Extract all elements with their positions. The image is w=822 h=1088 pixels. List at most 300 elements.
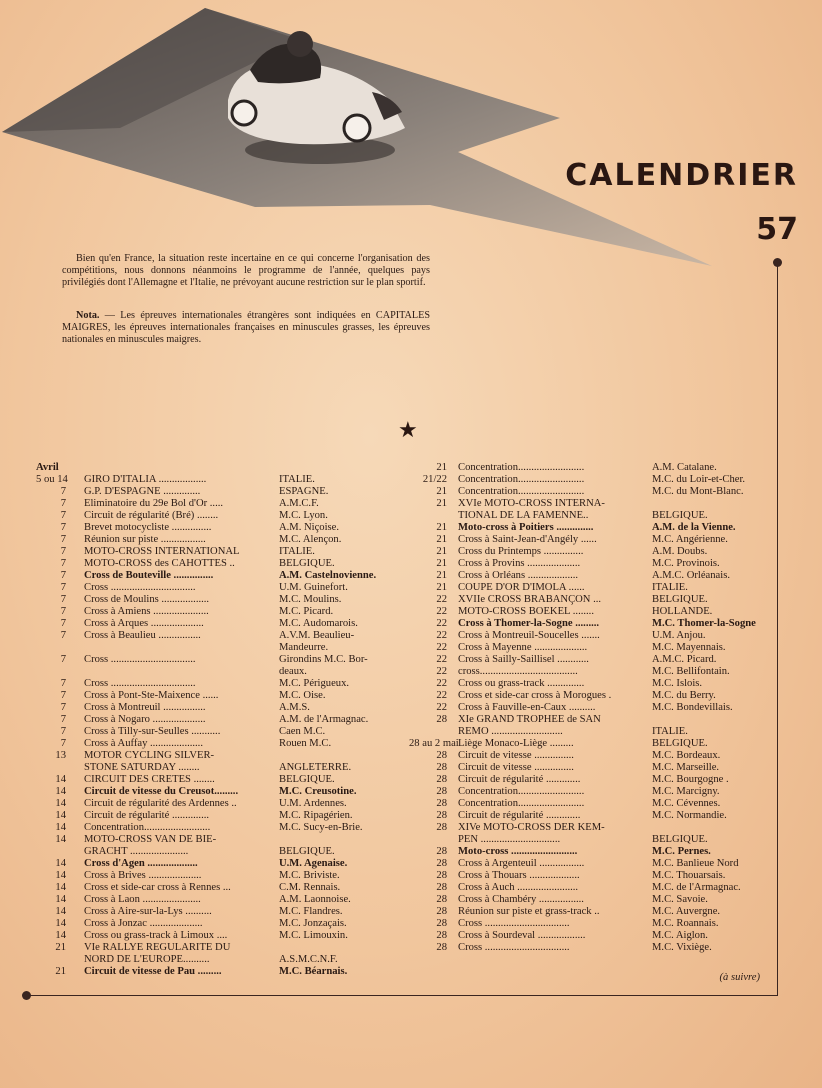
entry-organizer: M.C. Mayennais. [652, 642, 726, 653]
entry-event: Circuit de vitesse du Creusot......... [84, 786, 239, 797]
entry-date: 28 [436, 858, 447, 869]
entry-date: 22 [436, 606, 447, 617]
entry-event: TIONAL DE LA FAMENNE.. [458, 510, 589, 521]
entry-organizer: M.C. Limouxin. [279, 930, 348, 941]
entry-event: Cross à Provins .................... [458, 558, 581, 569]
entry-organizer: Rouen M.C. [279, 738, 332, 749]
entry-organizer: M.C. du Berry. [652, 690, 716, 701]
calendar-entry [36, 966, 408, 978]
calendar-entry [36, 714, 408, 726]
calendar-entry [36, 774, 408, 786]
calendar-entry [36, 942, 408, 954]
entry-date: 21 [55, 966, 66, 977]
calendar-entry [36, 918, 408, 930]
entry-date: 7 [60, 486, 66, 497]
calendar-entry [36, 930, 408, 942]
calendar-entry [409, 846, 775, 858]
entry-date: 28 [436, 750, 447, 761]
entry-event: G.P. D'ESPAGNE .............. [84, 486, 201, 497]
nota-label: Nota. [76, 310, 100, 321]
calendar-entry [409, 906, 775, 918]
entry-event: Cross à Orléans ................... [458, 570, 579, 581]
entry-date: 28 [436, 810, 447, 821]
calendar-entry [409, 546, 775, 558]
entry-event: GIRO D'ITALIA .................. [84, 474, 207, 485]
entry-event: XIVe MOTO-CROSS DER KEM- [458, 822, 605, 833]
entry-event: Cross à Brives .................... [84, 870, 202, 881]
entry-organizer: BELGIQUE. [652, 738, 708, 749]
entry-event: Concentration......................... [84, 822, 211, 833]
entry-event: Circuit de vitesse ............... [458, 750, 574, 761]
entry-organizer: M.C. Islois. [652, 678, 703, 689]
calendar-entry [36, 666, 408, 678]
calendar-entry [36, 762, 408, 774]
calendar-entry [409, 942, 775, 954]
calendar-entry [36, 810, 408, 822]
entry-organizer: M.C. Oise. [279, 690, 326, 701]
entry-date: 14 [55, 834, 66, 845]
calendar-entry [36, 726, 408, 738]
entry-organizer: A.M.S. [279, 702, 310, 713]
entry-organizer: ITALIE. [279, 474, 315, 485]
calendar-entry [36, 750, 408, 762]
calendar-column-right [409, 462, 775, 954]
entry-organizer: M.C. Roannais. [652, 918, 719, 929]
calendar-entry [36, 882, 408, 894]
entry-date: 7 [60, 606, 66, 617]
month-label: Avril [36, 462, 59, 473]
calendar-entry [409, 822, 775, 834]
entry-date: 13 [55, 750, 66, 761]
entry-event: Cross ................................ [84, 654, 196, 665]
entry-date: 28 [436, 774, 447, 785]
entry-event: CIRCUIT DES CRETES ........ [84, 774, 215, 785]
entry-date: 7 [60, 690, 66, 701]
calendar-entry [409, 690, 775, 702]
entry-date: 14 [55, 786, 66, 797]
entry-date: 22 [436, 594, 447, 605]
entry-organizer: A.M. Laonnoise. [279, 894, 351, 905]
calendar-entry [36, 894, 408, 906]
entry-date: 21 [436, 498, 447, 509]
entry-organizer: M.C. Marcigny. [652, 786, 720, 797]
entry-event: Cross à Argenteuil ................. [458, 858, 585, 869]
calendar-entry [409, 486, 775, 498]
entry-organizer: M.C. Béarnais. [279, 966, 348, 977]
entry-date: 21 [436, 582, 447, 593]
entry-date: 7 [60, 738, 66, 749]
entry-organizer: A.M.C. Orléanais. [652, 570, 730, 581]
entry-organizer: BELGIQUE. [279, 774, 335, 785]
entry-organizer: HOLLANDE. [652, 606, 713, 617]
calendar-entry [409, 534, 775, 546]
entry-organizer: M.C. Banlieue Nord [652, 858, 739, 869]
entry-organizer: BELGIQUE. [652, 594, 708, 605]
calendar-entry [36, 834, 408, 846]
entry-event: Concentration......................... [458, 786, 585, 797]
calendar-entry [409, 522, 775, 534]
entry-event: Réunion sur piste ................. [84, 534, 206, 545]
entry-event: Cross ................................ [84, 678, 196, 689]
entry-organizer: A.M. Catalane. [652, 462, 717, 473]
calendar-entry [36, 870, 408, 882]
entry-event: Cross ................................ [84, 582, 196, 593]
entry-organizer: M.C. Creusotine. [279, 786, 357, 797]
calendar-entry [36, 510, 408, 522]
nota-paragraph [62, 310, 430, 346]
calendar-entry [409, 642, 775, 654]
calendar-entry [36, 618, 408, 630]
entry-date: 14 [55, 870, 66, 881]
entry-event: COUPE D'OR D'IMOLA ...... [458, 582, 585, 593]
entry-organizer: A.M. de la Vienne. [652, 522, 736, 533]
entry-event: Cross à Auch ....................... [458, 882, 579, 893]
calendar-entry [36, 558, 408, 570]
entry-event: Cross et side-car cross à Morogues . [458, 690, 612, 701]
entry-date: 21 [55, 942, 66, 953]
calendar-entry [36, 582, 408, 594]
calendar-entry [36, 954, 408, 966]
entry-organizer: M.C. Bordeaux. [652, 750, 721, 761]
calendar-entry [409, 498, 775, 510]
entry-organizer: Caen M.C. [279, 726, 326, 737]
entry-organizer: BELGIQUE. [279, 558, 335, 569]
entry-date: 28 [436, 918, 447, 929]
calendar-entry [409, 882, 775, 894]
entry-event: Réunion sur piste et grass-track .. [458, 906, 600, 917]
entry-date: 7 [60, 618, 66, 629]
entry-date: 28 [436, 714, 447, 725]
entry-date: 14 [55, 798, 66, 809]
entry-organizer: M.C. Normandie. [652, 810, 727, 821]
entry-event: MOTO-CROSS des CAHOTTES .. [84, 558, 235, 569]
calendar-entry [409, 606, 775, 618]
entry-organizer: ANGLETERRE. [279, 762, 352, 773]
entry-organizer: M.C. Savoie. [652, 894, 708, 905]
entry-date: 28 [436, 762, 447, 773]
calendar-entry [409, 918, 775, 930]
entry-event: Cross à Montreuil ................ [84, 702, 206, 713]
calendar-entry [409, 834, 775, 846]
entry-organizer: M.C. Bellifontain. [652, 666, 730, 677]
entry-date: 22 [436, 630, 447, 641]
entry-date: 22 [436, 678, 447, 689]
entry-date: 28 [436, 846, 447, 857]
entry-organizer: M.C. Bondevillais. [652, 702, 733, 713]
entry-event: NORD DE L'EUROPE.......... [84, 954, 210, 965]
calendar-entry [409, 858, 775, 870]
entry-event: Cross ou grass-track .............. [458, 678, 585, 689]
entry-event: Concentration......................... [458, 474, 585, 485]
entry-event: Liège Monaco-Liège ......... [458, 738, 574, 749]
entry-organizer: M.C. Picard. [279, 606, 334, 617]
entry-organizer: M.C. Aiglon. [652, 930, 708, 941]
entry-date: 14 [55, 918, 66, 929]
header-banner-photo [0, 0, 822, 290]
entry-date: 21 [436, 558, 447, 569]
entry-event: Cross à Sourdeval .................. [458, 930, 586, 941]
entry-date: 7 [60, 702, 66, 713]
entry-event: Cross à Chambéry ................. [458, 894, 584, 905]
entry-event: Cross à Montreuil-Soucelles ....... [458, 630, 600, 641]
entry-organizer: U.M. Guinefort. [279, 582, 348, 593]
calendar-entry [409, 870, 775, 882]
entry-event: Cross à Nogaro .................... [84, 714, 206, 725]
entry-organizer: A.V.M. Beaulieu- [279, 630, 355, 641]
entry-event: Circuit de régularité ............. [458, 774, 581, 785]
entry-date: 7 [60, 594, 66, 605]
entry-date: 28 [436, 798, 447, 809]
entry-date: 7 [60, 510, 66, 521]
entry-date: 21 [436, 462, 447, 473]
entry-date: 7 [60, 558, 66, 569]
entry-date: 14 [55, 894, 66, 905]
entry-date: 7 [60, 714, 66, 725]
calendar-entry [409, 618, 775, 630]
entry-date: 22 [436, 642, 447, 653]
calendar-entry [36, 678, 408, 690]
entry-event: Moto-cross ......................... [458, 846, 578, 857]
calendar-entry [409, 666, 775, 678]
calendar-entry [409, 714, 775, 726]
entry-event: Cross d'Agen ................... [84, 858, 198, 869]
entry-event: Cross à Sailly-Saillisel ............ [458, 654, 589, 665]
entry-organizer: ITALIE. [279, 546, 315, 557]
calendar-entry [36, 690, 408, 702]
entry-date: 21 [436, 546, 447, 557]
nota-text: — Les épreuves internationales étrangères sont indiquées en CAPITALES MAIGRES, les épreuves internationales françaises en minuscules grasses, les épreuves nationales en minuscules maigres. [62, 310, 430, 345]
star-icon: ★ [398, 418, 418, 443]
entry-event: Cross de Bouteville ............... [84, 570, 214, 581]
entry-date: 22 [436, 666, 447, 677]
calendar-entry [409, 894, 775, 906]
entry-event: Concentration......................... [458, 486, 585, 497]
entry-date: 21 [436, 522, 447, 533]
calendar-entry [409, 510, 775, 522]
entry-organizer: M.C. Flandres. [279, 906, 343, 917]
calendar-entry [36, 498, 408, 510]
entry-date: 7 [60, 726, 66, 737]
calendar-entry [36, 786, 408, 798]
entry-date: 14 [55, 774, 66, 785]
entry-event: MOTO-CROSS INTERNATIONAL [84, 546, 240, 557]
entry-event: REMO ........................... [458, 726, 563, 737]
entry-organizer: Mandeurre. [279, 642, 329, 653]
entry-organizer: M.C. Ripagérien. [279, 810, 353, 821]
entry-date: 14 [55, 930, 66, 941]
calendar-entry [36, 570, 408, 582]
entry-event: VIe RALLYE REGULARITE DU [84, 942, 231, 953]
entry-event: Circuit de régularité (Bré) ........ [84, 510, 219, 521]
entry-date: 21 [436, 570, 447, 581]
calendar-entry [36, 846, 408, 858]
calendar-entry [36, 654, 408, 666]
calendar-entry [409, 678, 775, 690]
entry-date: 28 [436, 930, 447, 941]
entry-event: Cross du Printemps ............... [458, 546, 584, 557]
calendar-entry [409, 558, 775, 570]
entry-event: Cross à Auffay .................... [84, 738, 203, 749]
calendar-entry [409, 930, 775, 942]
entry-date: 7 [60, 630, 66, 641]
entry-organizer: M.C. Alençon. [279, 534, 342, 545]
entry-event: Cross ................................ [458, 942, 570, 953]
entry-event: Cross à Saint-Jean-d'Angély ...... [458, 534, 597, 545]
entry-event: MOTO-CROSS BOEKEL ........ [458, 606, 594, 617]
calendar-entry [36, 702, 408, 714]
entry-organizer: M.C. Briviste. [279, 870, 340, 881]
entry-date: 28 [436, 906, 447, 917]
calendar-entry [36, 546, 408, 558]
entry-event: MOTOR CYCLING SILVER- [84, 750, 215, 761]
entry-date: 22 [436, 618, 447, 629]
entry-event: Cross à Thomer-la-Sogne ......... [458, 618, 600, 629]
calendar-entry [409, 702, 775, 714]
entry-organizer: U.M. Anjou. [652, 630, 706, 641]
calendar-entry [36, 858, 408, 870]
entry-organizer: M.C. Marseille. [652, 762, 720, 773]
entry-organizer: M.C. Auvergne. [652, 906, 721, 917]
entry-date: 28 [436, 942, 447, 953]
entry-event: Cross à Amiens ..................... [84, 606, 209, 617]
entry-organizer: BELGIQUE. [652, 510, 708, 521]
entry-event: Cross à Arques .................... [84, 618, 204, 629]
continued-note: (à suivre) [719, 972, 760, 983]
calendar-entry [36, 606, 408, 618]
entry-organizer: M.C. Thomer-la-Sogne [652, 618, 756, 629]
entry-organizer: M.C. Lyon. [279, 510, 328, 521]
entry-date: 21/22 [422, 474, 447, 485]
entry-event: Circuit de régularité des Ardennes .. [84, 798, 237, 809]
entry-date: 28 [436, 894, 447, 905]
entry-organizer: C.M. Rennais. [279, 882, 341, 893]
calendar-entry [409, 810, 775, 822]
entry-date: 7 [60, 654, 66, 665]
entry-event: Cross à Jonzac .................... [84, 918, 203, 929]
entry-date: 7 [60, 582, 66, 593]
entry-organizer: deaux. [279, 666, 307, 677]
calendar-entry [36, 738, 408, 750]
entry-event: Brevet motocycliste ............... [84, 522, 212, 533]
entry-date: 7 [60, 534, 66, 545]
entry-organizer: A.M. Niçoise. [279, 522, 340, 533]
calendar-entry [36, 486, 408, 498]
entry-event: cross..................................... [458, 666, 578, 677]
calendar-entry [36, 642, 408, 654]
entry-organizer: ITALIE. [652, 582, 688, 593]
entry-date: 7 [60, 498, 66, 509]
entry-organizer: BELGIQUE. [279, 846, 335, 857]
entry-event: Concentration......................... [458, 798, 585, 809]
calendar-entry [409, 786, 775, 798]
entry-date: 28 [436, 822, 447, 833]
page-number: 57 [756, 212, 798, 247]
entry-date: 7 [60, 546, 66, 557]
entry-event: STONE SATURDAY ........ [84, 762, 200, 773]
entry-event: Moto-cross à Poitiers .............. [458, 522, 594, 533]
calendar-entry [36, 906, 408, 918]
entry-organizer: M.C. Provinois. [652, 558, 720, 569]
calendar-entry [409, 726, 775, 738]
entry-event: MOTO-CROSS VAN DE BIE- [84, 834, 217, 845]
entry-event: Cross à Fauville-en-Caux .......... [458, 702, 596, 713]
entry-organizer: M.C. Vixiège. [652, 942, 712, 953]
entry-date: 14 [55, 822, 66, 833]
entry-event: Cross à Mayenne .................... [458, 642, 588, 653]
calendar-entry [36, 522, 408, 534]
entry-organizer: M.C. du Loir-et-Cher. [652, 474, 746, 485]
page-title: CALENDRIER [565, 158, 798, 193]
entry-date: 28 au 2 mai [409, 738, 459, 749]
entry-event: PEN .............................. [458, 834, 561, 845]
entry-event: Cross à Laon ...................... [84, 894, 201, 905]
entry-organizer: A.M. de l'Armagnac. [279, 714, 369, 725]
entry-organizer: U.M. Ardennes. [279, 798, 347, 809]
rule-dot-bottom [22, 991, 31, 1000]
entry-event: Cross à Aire-sur-la-Lys .......... [84, 906, 212, 917]
entry-date: 21 [436, 486, 447, 497]
calendar-entry [409, 654, 775, 666]
entry-date: 5 ou 14 [36, 474, 68, 485]
entry-event: Cross et side-car cross à Rennes ... [84, 882, 231, 893]
calendar-entry [409, 570, 775, 582]
entry-organizer: M.C. Thouarsais. [652, 870, 726, 881]
entry-event: Cross à Tilly-sur-Seulles ........... [84, 726, 221, 737]
entry-organizer: ESPAGNE. [279, 486, 329, 497]
calendar-entry [36, 798, 408, 810]
entry-event: XIe GRAND TROPHEE de SAN [458, 714, 601, 725]
entry-event: Circuit de vitesse de Pau ......... [84, 966, 222, 977]
entry-organizer: U.M. Agenaise. [279, 858, 348, 869]
entry-organizer: M.C. Sucy-en-Brie. [279, 822, 363, 833]
entry-date: 14 [55, 810, 66, 821]
entry-event: Circuit de vitesse ............... [458, 762, 574, 773]
entry-date: 22 [436, 702, 447, 713]
entry-date: 7 [60, 570, 66, 581]
entry-date: 28 [436, 786, 447, 797]
calendar-entry [409, 762, 775, 774]
entry-date: 22 [436, 690, 447, 701]
entry-organizer: M.C. Périgueux. [279, 678, 350, 689]
entry-event: GRACHT ...................... [84, 846, 189, 857]
calendar-entry [409, 594, 775, 606]
calendar-entry [36, 474, 408, 486]
entry-event: Circuit de régularité ............. [458, 810, 581, 821]
entry-organizer: M.C. de l'Armagnac. [652, 882, 741, 893]
calendar-entry [36, 822, 408, 834]
entry-date: 28 [436, 870, 447, 881]
calendar-column-left [36, 462, 408, 978]
entry-event: Cross ou grass-track à Limoux .... [84, 930, 228, 941]
entry-organizer: M.C. Bourgogne . [652, 774, 729, 785]
calendar-entry [36, 534, 408, 546]
entry-date: 22 [436, 654, 447, 665]
entry-organizer: M.C. du Mont-Blanc. [652, 486, 744, 497]
entry-event: Circuit de régularité .............. [84, 810, 210, 821]
entry-organizer: Girondins M.C. Bor- [279, 654, 368, 665]
calendar-entry [409, 774, 775, 786]
entry-organizer: A.M.C.F. [279, 498, 319, 509]
entry-date: 14 [55, 882, 66, 893]
entry-event: Cross à Thouars ................... [458, 870, 580, 881]
entry-date: 28 [436, 882, 447, 893]
calendar-entry [36, 630, 408, 642]
entry-date: 21 [436, 534, 447, 545]
entry-organizer: M.C. Jonzaçais. [279, 918, 347, 929]
entry-event: Cross à Pont-Ste-Maixence ...... [84, 690, 219, 701]
calendar-entry [409, 474, 775, 486]
entry-organizer: M.C. Moulins. [279, 594, 342, 605]
